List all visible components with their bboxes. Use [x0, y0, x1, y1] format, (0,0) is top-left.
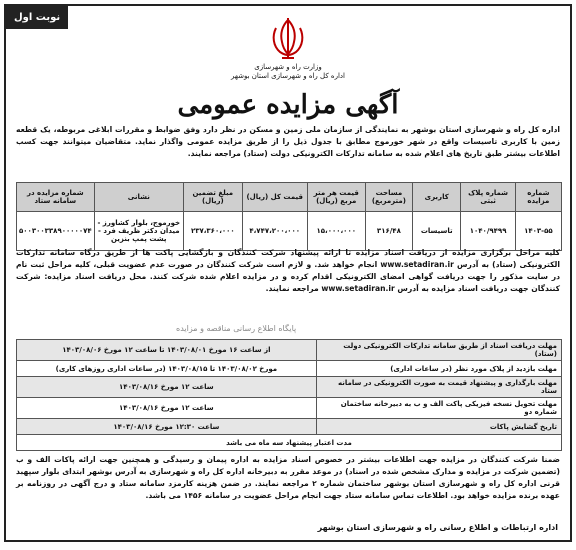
schedule-label: مهلت دریافت اسناد از طریق سامانه تدارکات الکترونیکی دولت (ستاد) [316, 340, 561, 361]
schedule-row [17, 377, 562, 398]
cell-area: ۳۱۶/۴۸ [365, 212, 412, 251]
header-auction-number: شماره مزایده [515, 183, 561, 212]
schedule-row [17, 361, 562, 377]
watermark-text: پایگاه اطلاع رسانی مناقصه و مزایده [176, 324, 297, 333]
page-title: آگهی مزایده عمومی [177, 90, 399, 120]
schedule-label: تاریخ گشایش پاکات [316, 419, 561, 435]
footer-signature: اداره ارتباطات و اطلاع رسانی راه و شهرسازی استان بوشهر [317, 523, 558, 532]
schedule-label: مهلت بازدید از پلاک مورد نظر (در ساعات اداری) [316, 361, 561, 377]
ministry-header [6, 63, 570, 81]
header-address: نشانی [94, 183, 183, 212]
header-area: مساحت (مترمربع) [365, 183, 412, 212]
cell-setad-number: ۵۰۰۳۰۰۳۳۸۹۰۰۰۰۰۷۴ [17, 212, 95, 251]
schedule-label: مهلت تحویل نسخه فیزیکی پاکت الف و ب به دبیرخانه ساختمان شماره دو [316, 398, 561, 419]
cell-usage: تاسیسات [413, 212, 461, 251]
header-usage: کاربری [413, 183, 461, 212]
cell-plate-number: ۱۰۴۰/۹۴۹۹ [461, 212, 515, 251]
schedule-value: ساعت ۱۲ مورخ ۱۴۰۳/۰۸/۱۶ [17, 377, 317, 398]
intro-paragraph: اداره کل راه و شهرسازی استان بوشهر به نمایندگی از سازمان ملی زمین و مسکن در نظر دارد وفق ضوابط و مقررات ابلاغی مربوطه، یک قطعه زمین با کاربری تاسیسات واقع در شهر خورموج مطابق با جدول ذیل را از طریق مزایده عمومی واگذار نماید. متقاضیان میتوانند جهت کسب اطلاعات بیشتر طبق تاریخ های اعلام شده به سامانه تدارکات الکترونیکی دولت (ستاد) مراجعه نمایند. [16, 125, 560, 158]
auction-table [16, 182, 562, 251]
schedule-row [17, 340, 562, 361]
ministry-line-2: اداره کل راه و شهرسازی استان بوشهر [231, 72, 345, 80]
schedule-label: مهلت بارگذاری و پیشنهاد قیمت به صورت الکترونیکی در سامانه ستاد [316, 377, 561, 398]
schedule-row [17, 398, 562, 419]
header-guarantee: مبلغ تضمین (ریال) [183, 183, 242, 212]
header-total-price: قیمت کل (ریال) [242, 183, 307, 212]
cell-guarantee: ۲۳۷،۳۶۰،۰۰۰ [183, 212, 242, 251]
header-price-per-meter: قیمت هر متر مربع (ریال) [307, 183, 365, 212]
schedule-value: ساعت ۱۲:۳۰ مورخ ۱۴۰۳/۰۸/۱۶ [17, 419, 317, 435]
advertisement-page [4, 4, 572, 542]
iran-emblem-icon [268, 16, 308, 62]
schedule-note-row [17, 435, 562, 451]
cell-address: خورموج، بلوار کشاورز - میدان دکتر ظریف فرد - پشت پمپ بنزین [94, 212, 183, 251]
cell-total-price: ۴،۷۴۷،۲۰۰،۰۰۰ [242, 212, 307, 251]
procedure-paragraph: کلیه مراحل برگزاری مزایده از دریافت اسناد مزایده تا ارائه پیشنهاد شرکت کنندگان و بازگشایی پاکت ها از طریق درگاه سامانه تدارکات الکترونیکی (ستاد) به آدرس www.setadiran.ir انجام خواهد شد. و لازم است شرکت کنندگان در صورت عدم عضویت قبلی، کلیه مراحل ثبت نام در سایت مذکور را جهت دریافت گواهی امضای الکترونیکی اقدام کرده و در مزایده اعلام شده شرکت کنند. محل دریافت اسناد مزایده: شرکت کنندگان جهت دریافت اسناد مزایده به آدرس www.setadiran.ir مراجعه نمایند. [16, 248, 560, 293]
ministry-line-1: وزارت راه و شهرسازی [254, 63, 322, 71]
schedule-table [16, 339, 562, 451]
header-plate-number: شماره پلاک ثبتی [461, 183, 515, 212]
schedule-note: مدت اعتبار پیشنهاد سه ماه می باشد [17, 435, 562, 451]
cell-price-per-meter: ۱۵،۰۰۰،۰۰۰ [307, 212, 365, 251]
contact-paragraph: ضمنا شرکت کنندگان در مزایده جهت اطلاعات بیشتر در خصوص اسناد مزایده به اداره پیمان و رسیدگی و همچنین جهت ارائه پاکات الف و ب (تضمین شرکت در مزایده و مدارک مشخص شده در اسناد) در موعد مقرر به دبیرخانه اداره کل راه و شهرسازی به آدرس بوشهر ابتدای بلوار سپهبد قرنی اداره کل راه و شهرسازی استان بوشهر ساختمان شماره ۲ مراجعه نمایند. در ضمن هزینه کارمزد سامانه ستاد و درج آگهی در روزنامه بر عهده برنده مزایده خواهد بود. اطلاعات تماس سامانه ستاد جهت انجام مراحل عضویت در سامانه ۱۴۵۶ می باشد. [16, 455, 560, 500]
schedule-value: از ساعت ۱۶ مورخ ۱۴۰۳/۰۸/۰۱ تا ساعت ۱۲ مورخ ۱۴۰۳/۰۸/۰۶ [17, 340, 317, 361]
table-row [17, 212, 562, 251]
cell-auction-number: ۱۴۰۳-۵۵ [515, 212, 561, 251]
schedule-value: مورخ ۱۴۰۳/۰۸/۰۲ تا ۱۴۰۳/۰۸/۱۵ (در ساعات اداری روزهای کاری) [17, 361, 317, 377]
schedule-row [17, 419, 562, 435]
round-badge: نوبت اول [6, 6, 68, 29]
schedule-value: ساعت ۱۲ مورخ ۱۴۰۳/۰۸/۱۶ [17, 398, 317, 419]
table-header-row [17, 183, 562, 212]
header-setad-number: شماره مزایده در سامانه ستاد [17, 183, 95, 212]
